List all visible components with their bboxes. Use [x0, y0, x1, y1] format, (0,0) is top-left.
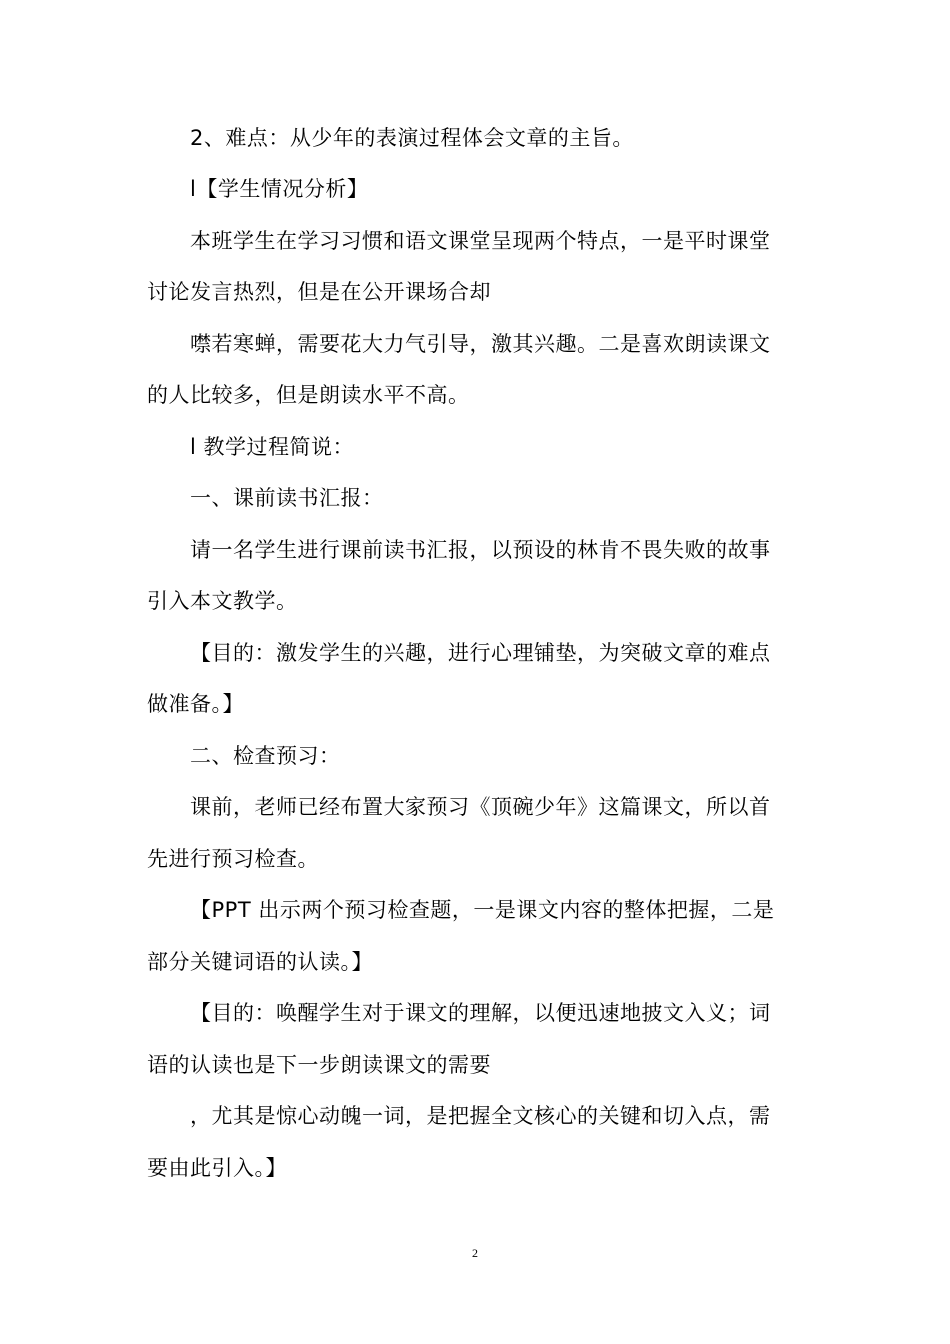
paragraph-line: 【目的：唤醒学生对于课文的理解，以便迅速地披文入义；词	[190, 1001, 771, 1025]
paragraph-line: 2、难点：从少年的表演过程体会文章的主旨。	[190, 126, 634, 150]
paragraph-line: 引入本文教学。	[147, 589, 298, 613]
section-heading: l【学生情况分析】	[190, 177, 369, 201]
section-heading: l 教学过程简说：	[190, 435, 355, 459]
paragraph-line: 【PPT 出示两个预习检查题，一是课文内容的整体把握，二是	[190, 898, 775, 922]
paragraph-line: 先进行预习检查。	[147, 847, 319, 871]
paragraph-line: 课前，老师已经布置大家预习《顶碗少年》这篇课文，所以首	[190, 795, 771, 819]
paragraph-line: 请一名学生进行课前读书汇报，以预设的林肯不畏失败的故事	[190, 538, 771, 562]
section-heading: 二、检查预习：	[190, 744, 341, 768]
paragraph-line: 做准备。】	[147, 692, 244, 716]
paragraph-line: 【目的：激发学生的兴趣，进行心理铺垫，为突破文章的难点	[190, 641, 771, 665]
paragraph-line: 语的认读也是下一步朗读课文的需要	[147, 1053, 491, 1077]
paragraph-line: 噤若寒蝉，需要花大力气引导，激其兴趣。二是喜欢朗读课文	[190, 332, 771, 356]
section-heading: 一、课前读书汇报：	[190, 486, 384, 510]
paragraph-line: 讨论发言热烈，但是在公开课场合却	[147, 280, 491, 304]
paragraph-line: 本班学生在学习习惯和语文课堂呈现两个特点，一是平时课堂	[190, 229, 771, 253]
paragraph-line: ，尤其是惊心动魄一词，是把握全文核心的关键和切入点，需	[190, 1104, 771, 1128]
paragraph-line: 要由此引入。】	[147, 1156, 287, 1180]
page-number: 2	[472, 1246, 478, 1260]
paragraph-line: 部分关键词语的认读。】	[147, 950, 373, 974]
paragraph-line: 的人比较多，但是朗读水平不高。	[147, 383, 470, 407]
